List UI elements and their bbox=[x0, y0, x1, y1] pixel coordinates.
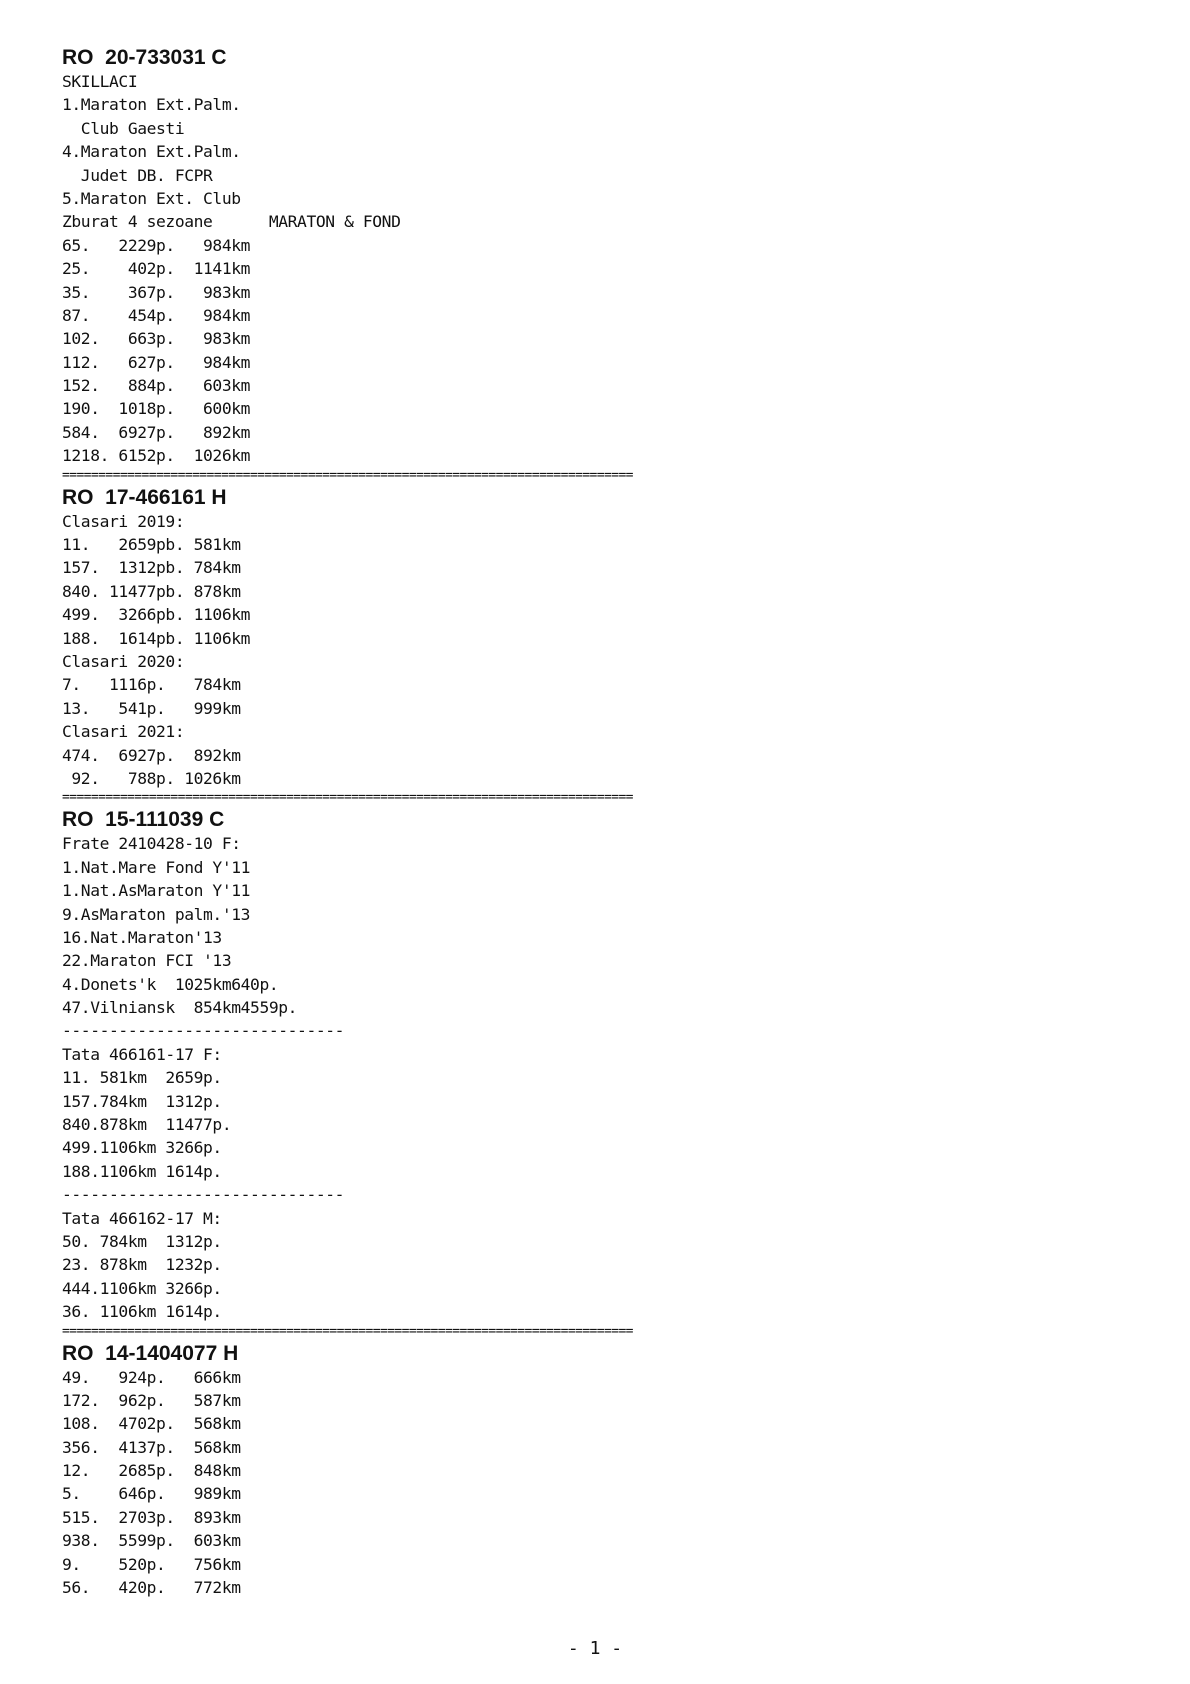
section-separator: =============================================================================== bbox=[62, 792, 633, 805]
result-row: 11. 2659pb. 581km bbox=[62, 535, 241, 555]
text-line: 1.Maraton Ext.Palm. bbox=[62, 95, 241, 115]
text-line: 47.Vilniansk 854km4559p. bbox=[62, 998, 298, 1018]
result-row: 584. 6927p. 892km bbox=[62, 422, 251, 442]
result-row: 112. 627p. 984km bbox=[62, 352, 251, 372]
result-row: 499.1106km 3266p. bbox=[62, 1138, 222, 1158]
pigeon-section bbox=[62, 46, 1142, 468]
text-line: Clasari 2021: bbox=[62, 722, 185, 742]
text-line: Clasari 2020: bbox=[62, 651, 185, 671]
text-line: Club Gaesti bbox=[62, 118, 185, 138]
result-row: 840.878km 11477p. bbox=[62, 1115, 232, 1135]
result-row: 157. 1312pb. 784km bbox=[62, 558, 241, 578]
text-line: 22.Maraton FCI '13 bbox=[62, 951, 232, 971]
result-row: 938. 5599p. 603km bbox=[62, 1531, 241, 1551]
result-row: 102. 663p. 983km bbox=[62, 329, 251, 349]
result-row: 9. 520p. 756km bbox=[62, 1554, 241, 1574]
dash-separator: ------------------------------ bbox=[62, 1185, 345, 1205]
text-line: 5.Maraton Ext. Club bbox=[62, 188, 241, 208]
result-row: 515. 2703p. 893km bbox=[62, 1507, 241, 1527]
text-line: Tata 466161-17 F: bbox=[62, 1044, 222, 1064]
result-row: 13. 541p. 999km bbox=[62, 698, 241, 718]
result-row: 356. 4137p. 568km bbox=[62, 1437, 241, 1457]
result-row: 444.1106km 3266p. bbox=[62, 1278, 222, 1298]
section-title: RO 14-1404077 H bbox=[62, 1341, 239, 1365]
result-row: 25. 402p. 1141km bbox=[62, 259, 251, 279]
text-line: SKILLACI bbox=[62, 72, 138, 91]
result-row: 172. 962p. 587km bbox=[62, 1390, 241, 1410]
text-line: Clasari 2019: bbox=[62, 511, 185, 531]
result-row: 474. 6927p. 892km bbox=[62, 745, 241, 765]
text-line: Tata 466162-17 M: bbox=[62, 1208, 222, 1228]
text-line: Frate 2410428-10 F: bbox=[62, 834, 241, 854]
result-row: 23. 878km 1232p. bbox=[62, 1255, 222, 1275]
section-separator: =============================================================================== bbox=[62, 469, 633, 482]
result-row: 36. 1106km 1614p. bbox=[62, 1302, 222, 1322]
result-row: 56. 420p. 772km bbox=[62, 1578, 241, 1598]
text-line: 1.Nat.Mare Fond Y'11 bbox=[62, 857, 251, 877]
result-row: 152. 884p. 603km bbox=[62, 376, 251, 396]
pigeon-section bbox=[62, 1342, 1142, 1600]
pigeon-section bbox=[62, 808, 1142, 1323]
result-row: 188. 1614pb. 1106km bbox=[62, 628, 251, 648]
text-line: Judet DB. FCPR bbox=[62, 165, 213, 185]
text-line: 16.Nat.Maraton'13 bbox=[62, 927, 222, 947]
result-row: 499. 3266pb. 1106km bbox=[62, 605, 251, 625]
result-row: 92. 788p. 1026km bbox=[62, 768, 241, 788]
result-row: 49. 924p. 666km bbox=[62, 1367, 241, 1387]
text-line: 1.Nat.AsMaraton Y'11 bbox=[62, 881, 251, 901]
dash-separator: ------------------------------ bbox=[62, 1021, 345, 1041]
result-row: 35. 367p. 983km bbox=[62, 282, 251, 302]
section-title: RO 17-466161 H bbox=[62, 485, 227, 509]
result-row: 840. 11477pb. 878km bbox=[62, 581, 241, 601]
result-row: 65. 2229p. 984km bbox=[62, 235, 251, 255]
section-title: RO 20-733031 C bbox=[62, 46, 227, 69]
result-row: 157.784km 1312p. bbox=[62, 1091, 222, 1111]
result-row: 87. 454p. 984km bbox=[62, 305, 251, 325]
page-number: - 1 - bbox=[567, 1638, 623, 1659]
section-title: RO 15-111039 C bbox=[62, 808, 225, 832]
result-row: 7. 1116p. 784km bbox=[62, 675, 241, 695]
result-row: 5. 646p. 989km bbox=[62, 1484, 241, 1504]
result-row: 188.1106km 1614p. bbox=[62, 1161, 222, 1181]
result-row: 12. 2685p. 848km bbox=[62, 1461, 241, 1481]
result-row: 11. 581km 2659p. bbox=[62, 1068, 222, 1088]
result-row: 50. 784km 1312p. bbox=[62, 1231, 222, 1251]
text-line: Zburat 4 sezoane MARATON & FOND bbox=[62, 212, 401, 232]
text-line: 4.Donets'k 1025km640p. bbox=[62, 974, 279, 994]
result-row: 190. 1018p. 600km bbox=[62, 399, 251, 419]
text-line: 4.Maraton Ext.Palm. bbox=[62, 142, 241, 162]
result-row: 108. 4702p. 568km bbox=[62, 1414, 241, 1434]
document-page bbox=[62, 46, 1142, 1599]
result-row: 1218. 6152p. 1026km bbox=[62, 446, 251, 466]
text-line: 9.AsMaraton palm.'13 bbox=[62, 904, 251, 924]
pigeon-section bbox=[62, 486, 1142, 791]
section-separator: =============================================================================== bbox=[62, 1325, 633, 1338]
